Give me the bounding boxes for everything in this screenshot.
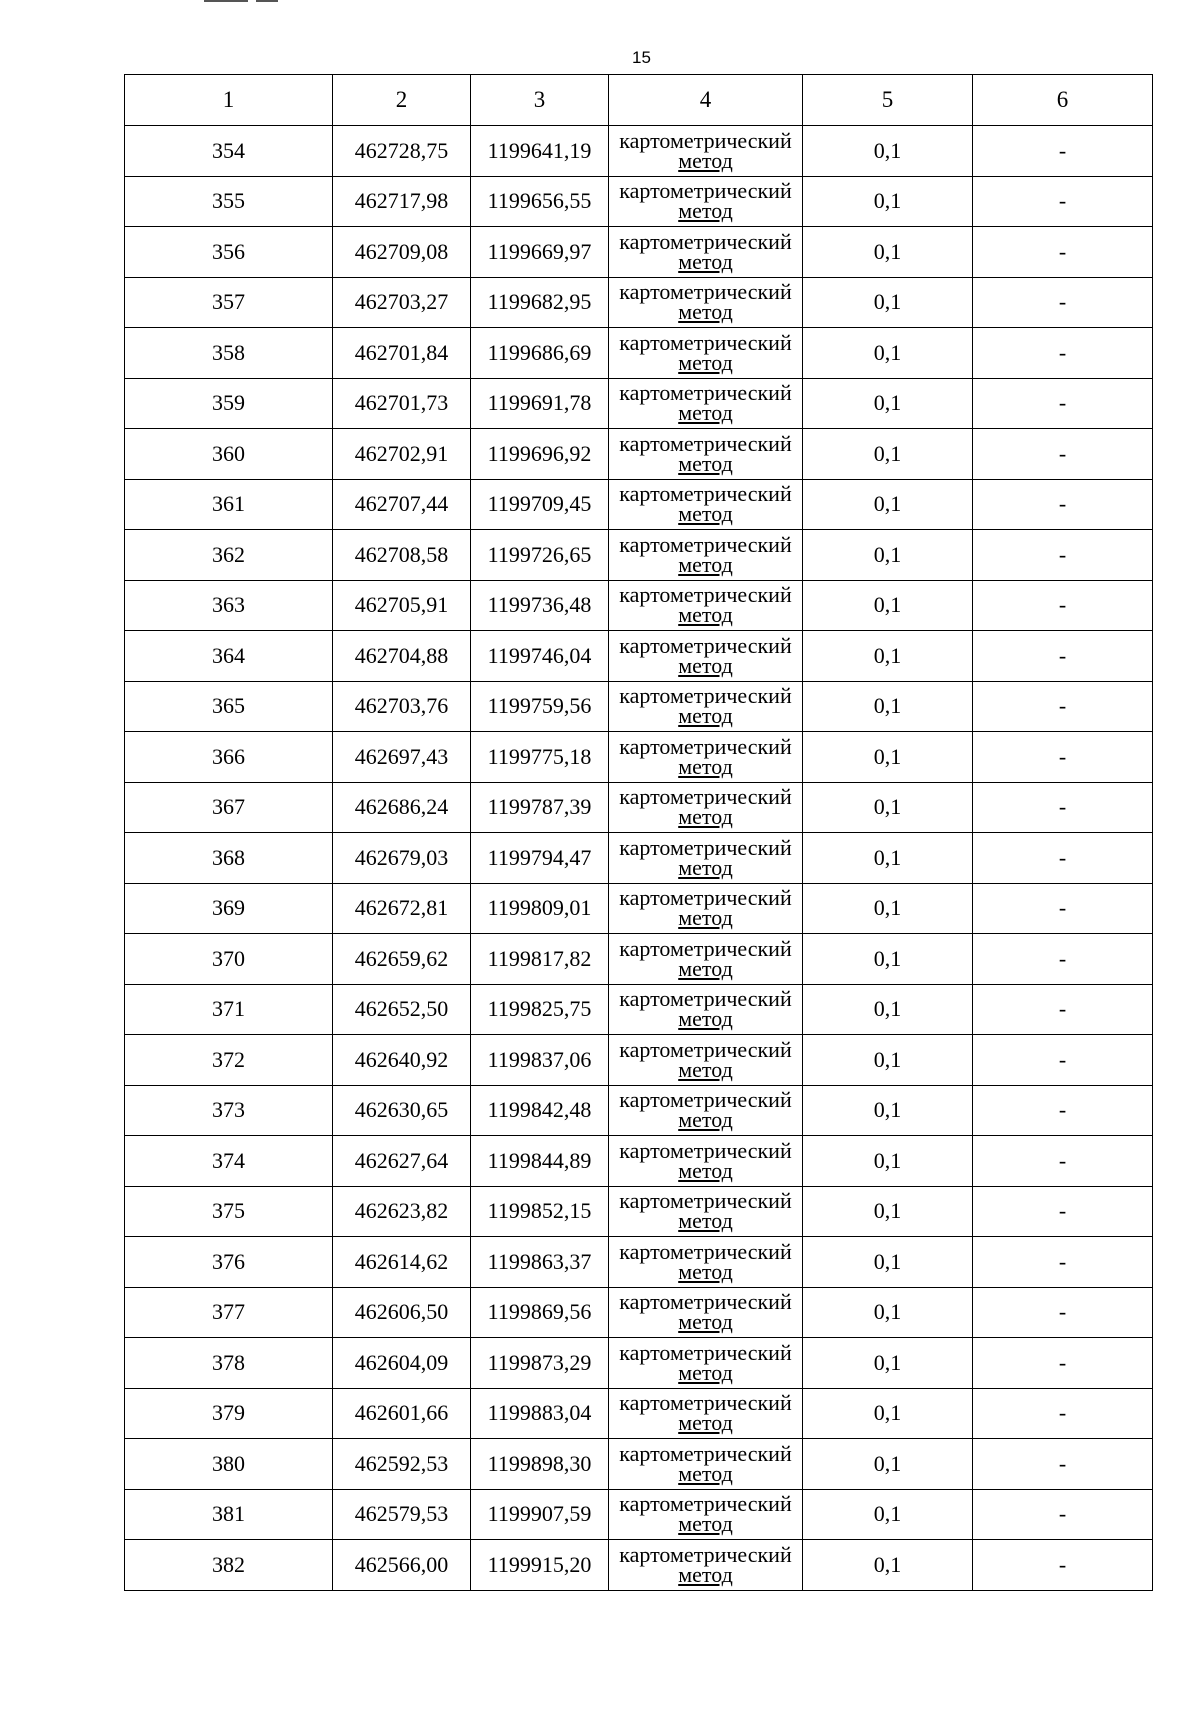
- x-coordinate-cell: 462566,00: [333, 1540, 471, 1591]
- accuracy-cell: 0,1: [803, 176, 973, 227]
- point-number-cell: 361: [125, 479, 333, 530]
- note-cell: -: [973, 1237, 1153, 1288]
- point-number-cell: 356: [125, 227, 333, 278]
- accuracy-cell: 0,1: [803, 328, 973, 379]
- method-line-1: картометрический: [619, 935, 792, 961]
- method-line-2: метод: [678, 1208, 733, 1234]
- scan-mark-left: [204, 0, 248, 2]
- method-line-2: метод: [678, 400, 733, 426]
- accuracy-cell: 0,1: [803, 1035, 973, 1086]
- accuracy-cell: 0,1: [803, 984, 973, 1035]
- accuracy-cell: 0,1: [803, 782, 973, 833]
- method-line-2: метод: [678, 299, 733, 325]
- y-coordinate-cell: 1199863,37: [471, 1237, 609, 1288]
- method-line-2: метод: [678, 1309, 733, 1335]
- y-coordinate-cell: 1199641,19: [471, 126, 609, 177]
- x-coordinate-cell: 462709,08: [333, 227, 471, 278]
- method-line-2: метод: [678, 1460, 733, 1486]
- table-row: [125, 126, 1153, 177]
- point-number-cell: 378: [125, 1338, 333, 1389]
- x-coordinate-cell: 462659,62: [333, 934, 471, 985]
- method-cell: [609, 479, 803, 530]
- table-row: [125, 934, 1153, 985]
- method-line-1: картометрический: [619, 228, 792, 254]
- note-cell: -: [973, 378, 1153, 429]
- method-cell: [609, 530, 803, 581]
- y-coordinate-cell: 1199696,92: [471, 429, 609, 480]
- accuracy-cell: 0,1: [803, 429, 973, 480]
- x-coordinate-cell: 462679,03: [333, 833, 471, 884]
- point-number-cell: 370: [125, 934, 333, 985]
- table-row: [125, 631, 1153, 682]
- note-cell: -: [973, 883, 1153, 934]
- method-line-2: метод: [678, 1359, 733, 1385]
- method-line-1: картометрический: [619, 1188, 792, 1214]
- y-coordinate-cell: 1199746,04: [471, 631, 609, 682]
- method-line-2: метод: [678, 1006, 733, 1032]
- point-number-cell: 373: [125, 1085, 333, 1136]
- accuracy-cell: 0,1: [803, 1489, 973, 1540]
- note-cell: -: [973, 1287, 1153, 1338]
- point-number-cell: 376: [125, 1237, 333, 1288]
- point-number-cell: 374: [125, 1136, 333, 1187]
- method-line-2: метод: [678, 854, 733, 880]
- note-cell: -: [973, 1186, 1153, 1237]
- note-cell: -: [973, 1388, 1153, 1439]
- method-line-1: картометрический: [619, 380, 792, 406]
- method-cell: [609, 277, 803, 328]
- point-number-cell: 359: [125, 378, 333, 429]
- method-line-2: метод: [678, 147, 733, 173]
- y-coordinate-cell: 1199787,39: [471, 782, 609, 833]
- accuracy-cell: 0,1: [803, 126, 973, 177]
- method-line-2: метод: [678, 1107, 733, 1133]
- method-line-1: картометрический: [619, 279, 792, 305]
- method-line-1: картометрический: [619, 834, 792, 860]
- table-body: [125, 126, 1153, 1591]
- method-line-2: метод: [678, 753, 733, 779]
- method-line-2: метод: [678, 198, 733, 224]
- accuracy-cell: 0,1: [803, 1338, 973, 1389]
- accuracy-cell: 0,1: [803, 1136, 973, 1187]
- method-cell: [609, 1338, 803, 1389]
- x-coordinate-cell: 462708,58: [333, 530, 471, 581]
- table-row: [125, 479, 1153, 530]
- accuracy-cell: 0,1: [803, 934, 973, 985]
- accuracy-cell: 0,1: [803, 530, 973, 581]
- y-coordinate-cell: 1199883,04: [471, 1388, 609, 1439]
- x-coordinate-cell: 462592,53: [333, 1439, 471, 1490]
- method-line-2: метод: [678, 450, 733, 476]
- note-cell: -: [973, 1439, 1153, 1490]
- method-cell: [609, 1388, 803, 1439]
- x-coordinate-cell: 462705,91: [333, 580, 471, 631]
- point-number-cell: 363: [125, 580, 333, 631]
- method-line-1: картометрический: [619, 1491, 792, 1517]
- note-cell: -: [973, 631, 1153, 682]
- accuracy-cell: 0,1: [803, 277, 973, 328]
- note-cell: -: [973, 1540, 1153, 1591]
- x-coordinate-cell: 462606,50: [333, 1287, 471, 1338]
- table-row: [125, 1439, 1153, 1490]
- x-coordinate-cell: 462652,50: [333, 984, 471, 1035]
- table-row: [125, 227, 1153, 278]
- table-row: [125, 1287, 1153, 1338]
- point-number-cell: 382: [125, 1540, 333, 1591]
- y-coordinate-cell: 1199825,75: [471, 984, 609, 1035]
- point-number-cell: 381: [125, 1489, 333, 1540]
- accuracy-cell: 0,1: [803, 732, 973, 783]
- method-line-1: картометрический: [619, 582, 792, 608]
- accuracy-cell: 0,1: [803, 227, 973, 278]
- x-coordinate-cell: 462623,82: [333, 1186, 471, 1237]
- method-line-1: картометрический: [619, 683, 792, 709]
- table-row: [125, 1085, 1153, 1136]
- method-line-2: метод: [678, 703, 733, 729]
- method-line-2: метод: [678, 1056, 733, 1082]
- point-number-cell: 357: [125, 277, 333, 328]
- table-row: [125, 328, 1153, 379]
- table-row: [125, 681, 1153, 732]
- method-cell: [609, 833, 803, 884]
- method-line-1: картометрический: [619, 1137, 792, 1163]
- note-cell: -: [973, 429, 1153, 480]
- method-line-1: картометрический: [619, 1541, 792, 1567]
- note-cell: -: [973, 176, 1153, 227]
- method-line-2: метод: [678, 652, 733, 678]
- note-cell: -: [973, 1035, 1153, 1086]
- column-header-3: 3: [471, 75, 609, 126]
- table-row: [125, 277, 1153, 328]
- table-row: [125, 1540, 1153, 1591]
- method-cell: [609, 378, 803, 429]
- table-row: [125, 782, 1153, 833]
- point-number-cell: 372: [125, 1035, 333, 1086]
- column-header-4: 4: [609, 75, 803, 126]
- x-coordinate-cell: 462728,75: [333, 126, 471, 177]
- note-cell: -: [973, 1489, 1153, 1540]
- x-coordinate-cell: 462614,62: [333, 1237, 471, 1288]
- y-coordinate-cell: 1199873,29: [471, 1338, 609, 1389]
- method-line-2: метод: [678, 905, 733, 931]
- method-cell: [609, 984, 803, 1035]
- accuracy-cell: 0,1: [803, 681, 973, 732]
- accuracy-cell: 0,1: [803, 1085, 973, 1136]
- y-coordinate-cell: 1199837,06: [471, 1035, 609, 1086]
- x-coordinate-cell: 462717,98: [333, 176, 471, 227]
- y-coordinate-cell: 1199682,95: [471, 277, 609, 328]
- point-number-cell: 369: [125, 883, 333, 934]
- x-coordinate-cell: 462630,65: [333, 1085, 471, 1136]
- table-row: [125, 1136, 1153, 1187]
- table-row: [125, 378, 1153, 429]
- method-line-2: метод: [678, 1157, 733, 1183]
- point-number-cell: 365: [125, 681, 333, 732]
- x-coordinate-cell: 462703,27: [333, 277, 471, 328]
- accuracy-cell: 0,1: [803, 1388, 973, 1439]
- table-row: [125, 732, 1153, 783]
- y-coordinate-cell: 1199686,69: [471, 328, 609, 379]
- note-cell: -: [973, 732, 1153, 783]
- y-coordinate-cell: 1199775,18: [471, 732, 609, 783]
- method-line-1: картометрический: [619, 885, 792, 911]
- point-number-cell: 375: [125, 1186, 333, 1237]
- point-number-cell: 366: [125, 732, 333, 783]
- method-cell: [609, 1287, 803, 1338]
- page-number: 15: [632, 48, 651, 67]
- table-row: [125, 530, 1153, 581]
- note-cell: -: [973, 1338, 1153, 1389]
- y-coordinate-cell: 1199869,56: [471, 1287, 609, 1338]
- coordinates-table: [124, 74, 1153, 1591]
- method-line-1: картометрический: [619, 1087, 792, 1113]
- method-line-1: картометрический: [619, 178, 792, 204]
- x-coordinate-cell: 462627,64: [333, 1136, 471, 1187]
- note-cell: -: [973, 782, 1153, 833]
- method-cell: [609, 328, 803, 379]
- method-line-1: картометрический: [619, 986, 792, 1012]
- table-row: [125, 1489, 1153, 1540]
- method-cell: [609, 782, 803, 833]
- point-number-cell: 364: [125, 631, 333, 682]
- method-cell: [609, 176, 803, 227]
- y-coordinate-cell: 1199842,48: [471, 1085, 609, 1136]
- method-cell: [609, 1489, 803, 1540]
- note-cell: -: [973, 277, 1153, 328]
- x-coordinate-cell: 462601,66: [333, 1388, 471, 1439]
- method-cell: [609, 580, 803, 631]
- method-line-2: метод: [678, 1410, 733, 1436]
- y-coordinate-cell: 1199915,20: [471, 1540, 609, 1591]
- method-line-2: метод: [678, 248, 733, 274]
- table-row: [125, 883, 1153, 934]
- accuracy-cell: 0,1: [803, 479, 973, 530]
- note-cell: -: [973, 833, 1153, 884]
- method-cell: [609, 934, 803, 985]
- point-number-cell: 354: [125, 126, 333, 177]
- method-line-2: метод: [678, 551, 733, 577]
- accuracy-cell: 0,1: [803, 1237, 973, 1288]
- note-cell: -: [973, 530, 1153, 581]
- accuracy-cell: 0,1: [803, 378, 973, 429]
- table-row: [125, 833, 1153, 884]
- note-cell: -: [973, 1136, 1153, 1187]
- point-number-cell: 358: [125, 328, 333, 379]
- accuracy-cell: 0,1: [803, 580, 973, 631]
- method-line-1: картометрический: [619, 1440, 792, 1466]
- accuracy-cell: 0,1: [803, 1439, 973, 1490]
- scan-mark-right: [256, 0, 278, 2]
- table-row: [125, 1237, 1153, 1288]
- table-row: [125, 580, 1153, 631]
- method-line-1: картометрический: [619, 329, 792, 355]
- method-line-1: картометрический: [619, 632, 792, 658]
- accuracy-cell: 0,1: [803, 1540, 973, 1591]
- method-line-2: метод: [678, 602, 733, 628]
- x-coordinate-cell: 462701,73: [333, 378, 471, 429]
- x-coordinate-cell: 462697,43: [333, 732, 471, 783]
- point-number-cell: 379: [125, 1388, 333, 1439]
- note-cell: -: [973, 580, 1153, 631]
- column-header-6: 6: [973, 75, 1153, 126]
- x-coordinate-cell: 462707,44: [333, 479, 471, 530]
- column-header-2: 2: [333, 75, 471, 126]
- y-coordinate-cell: 1199726,65: [471, 530, 609, 581]
- method-cell: [609, 1085, 803, 1136]
- method-line-2: метод: [678, 1258, 733, 1284]
- method-cell: [609, 126, 803, 177]
- note-cell: -: [973, 1085, 1153, 1136]
- x-coordinate-cell: 462672,81: [333, 883, 471, 934]
- method-line-2: метод: [678, 501, 733, 527]
- x-coordinate-cell: 462640,92: [333, 1035, 471, 1086]
- method-line-1: картометрический: [619, 1238, 792, 1264]
- method-line-2: метод: [678, 955, 733, 981]
- method-line-2: метод: [678, 1561, 733, 1587]
- method-line-1: картометрический: [619, 127, 792, 153]
- y-coordinate-cell: 1199809,01: [471, 883, 609, 934]
- note-cell: -: [973, 681, 1153, 732]
- table-row: [125, 1035, 1153, 1086]
- point-number-cell: 360: [125, 429, 333, 480]
- y-coordinate-cell: 1199691,78: [471, 378, 609, 429]
- point-number-cell: 377: [125, 1287, 333, 1338]
- method-line-1: картометрический: [619, 481, 792, 507]
- y-coordinate-cell: 1199759,56: [471, 681, 609, 732]
- y-coordinate-cell: 1199907,59: [471, 1489, 609, 1540]
- method-line-1: картометрический: [619, 1339, 792, 1365]
- note-cell: -: [973, 934, 1153, 985]
- method-cell: [609, 1439, 803, 1490]
- note-cell: -: [973, 479, 1153, 530]
- point-number-cell: 367: [125, 782, 333, 833]
- method-line-1: картометрический: [619, 531, 792, 557]
- note-cell: -: [973, 984, 1153, 1035]
- point-number-cell: 355: [125, 176, 333, 227]
- point-number-cell: 362: [125, 530, 333, 581]
- y-coordinate-cell: 1199656,55: [471, 176, 609, 227]
- method-line-2: метод: [678, 804, 733, 830]
- accuracy-cell: 0,1: [803, 631, 973, 682]
- method-cell: [609, 1186, 803, 1237]
- accuracy-cell: 0,1: [803, 1287, 973, 1338]
- x-coordinate-cell: 462686,24: [333, 782, 471, 833]
- method-cell: [609, 681, 803, 732]
- method-line-1: картометрический: [619, 733, 792, 759]
- x-coordinate-cell: 462579,53: [333, 1489, 471, 1540]
- column-header-5: 5: [803, 75, 973, 126]
- x-coordinate-cell: 462703,76: [333, 681, 471, 732]
- point-number-cell: 368: [125, 833, 333, 884]
- point-number-cell: 380: [125, 1439, 333, 1490]
- y-coordinate-cell: 1199736,48: [471, 580, 609, 631]
- note-cell: -: [973, 227, 1153, 278]
- note-cell: -: [973, 126, 1153, 177]
- y-coordinate-cell: 1199844,89: [471, 1136, 609, 1187]
- y-coordinate-cell: 1199852,15: [471, 1186, 609, 1237]
- accuracy-cell: 0,1: [803, 833, 973, 884]
- method-line-2: метод: [678, 1511, 733, 1537]
- method-cell: [609, 429, 803, 480]
- method-line-1: картометрический: [619, 1036, 792, 1062]
- method-cell: [609, 227, 803, 278]
- method-cell: [609, 631, 803, 682]
- x-coordinate-cell: 462702,91: [333, 429, 471, 480]
- method-line-1: картометрический: [619, 430, 792, 456]
- column-header-1: 1: [125, 75, 333, 126]
- y-coordinate-cell: 1199669,97: [471, 227, 609, 278]
- method-line-1: картометрический: [619, 784, 792, 810]
- table-row: [125, 1338, 1153, 1389]
- table-header-row: [125, 75, 1153, 126]
- x-coordinate-cell: 462604,09: [333, 1338, 471, 1389]
- x-coordinate-cell: 462704,88: [333, 631, 471, 682]
- table-row: [125, 1388, 1153, 1439]
- table-row: [125, 429, 1153, 480]
- method-line-2: метод: [678, 349, 733, 375]
- x-coordinate-cell: 462701,84: [333, 328, 471, 379]
- y-coordinate-cell: 1199898,30: [471, 1439, 609, 1490]
- table-row: [125, 176, 1153, 227]
- method-cell: [609, 1136, 803, 1187]
- method-cell: [609, 1035, 803, 1086]
- method-line-1: картометрический: [619, 1289, 792, 1315]
- method-cell: [609, 1237, 803, 1288]
- y-coordinate-cell: 1199794,47: [471, 833, 609, 884]
- table-row: [125, 1186, 1153, 1237]
- point-number-cell: 371: [125, 984, 333, 1035]
- note-cell: -: [973, 328, 1153, 379]
- method-cell: [609, 732, 803, 783]
- accuracy-cell: 0,1: [803, 883, 973, 934]
- accuracy-cell: 0,1: [803, 1186, 973, 1237]
- method-cell: [609, 1540, 803, 1591]
- y-coordinate-cell: 1199709,45: [471, 479, 609, 530]
- method-cell: [609, 883, 803, 934]
- table-row: [125, 984, 1153, 1035]
- y-coordinate-cell: 1199817,82: [471, 934, 609, 985]
- method-line-1: картометрический: [619, 1390, 792, 1416]
